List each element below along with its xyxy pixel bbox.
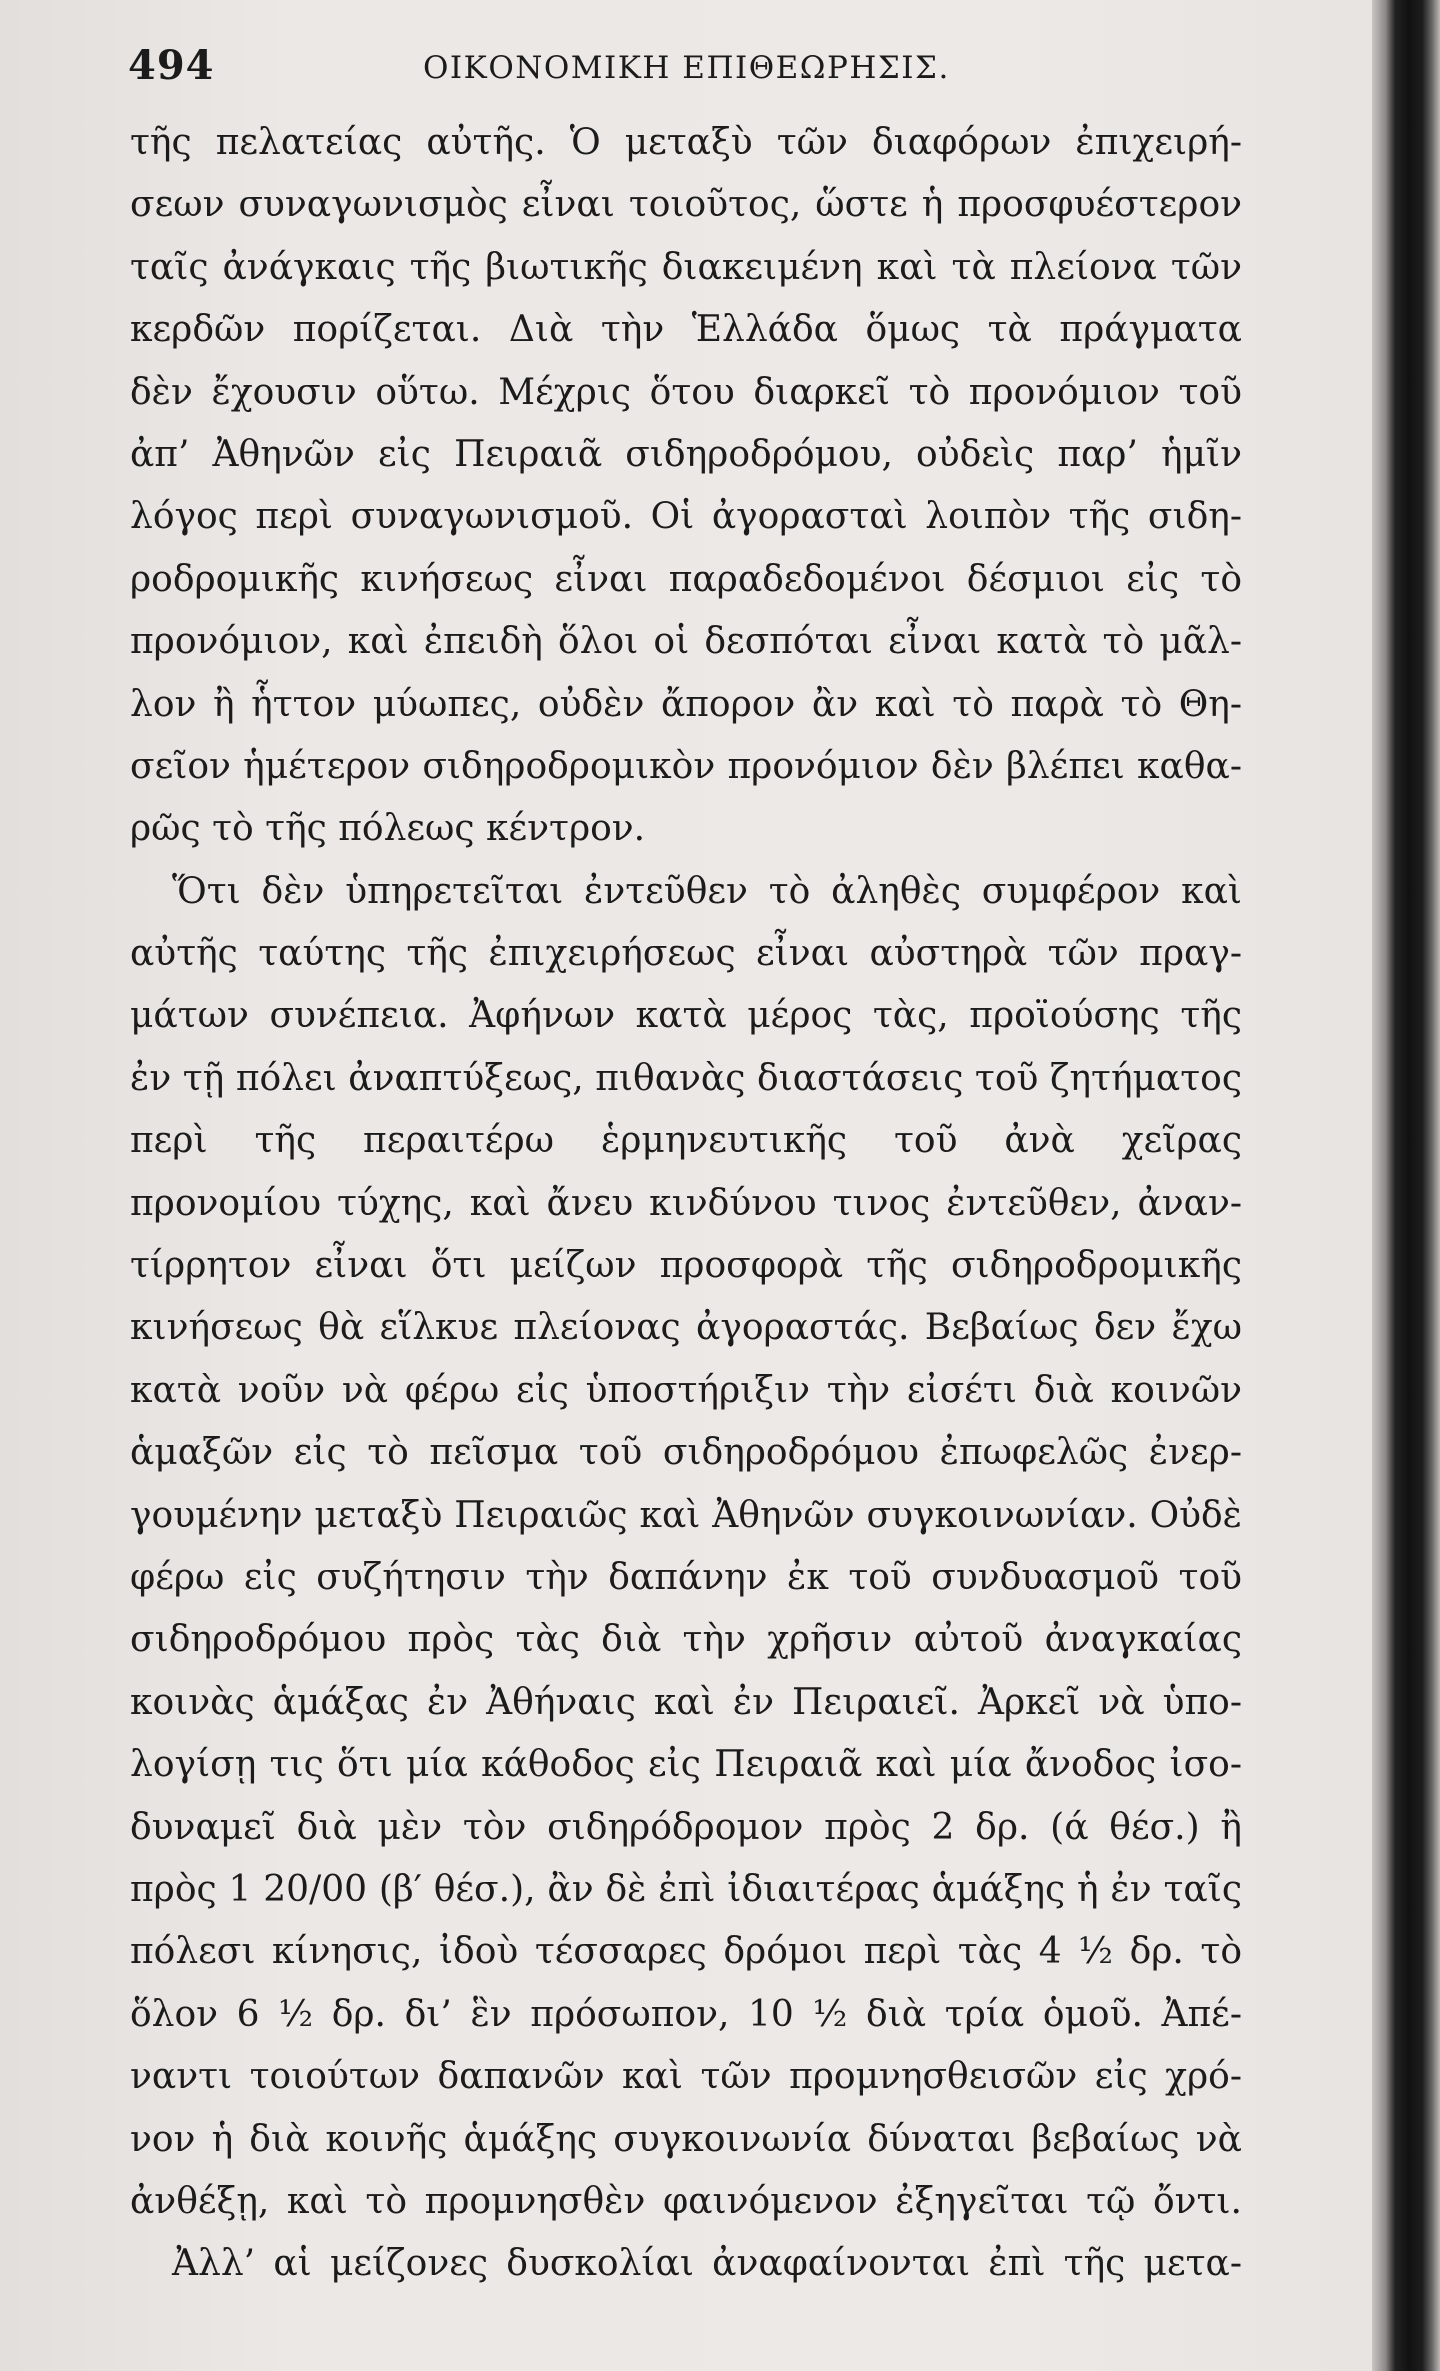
body-text — [130, 112, 1242, 2296]
text-line: σεων συναγωνισμὸς εἶναι τοιοῦτος, ὥστε ἡ προσφυέστερον — [130, 184, 1242, 226]
text-line: τῆς πελατείας αὐτῆς. Ὁ μεταξὺ τῶν διαφόρων ἐπιχειρή- — [130, 122, 1242, 163]
text-line: κερδῶν πορίζεται. Διὰ τὴν Ἑλλάδα ὅμως τὰ πράγματα — [130, 309, 1242, 351]
text-line: κοινὰς ἁμάξας ἐν Ἀθήναις καὶ ἐν Πειραιεῖ. Ἀρκεῖ νὰ ὑπο- — [130, 1681, 1242, 1723]
text-line: δὲν ἔχουσιν οὕτω. Μέχρις ὅτου διαρκεῖ τὸ προνόμιον τοῦ — [130, 371, 1242, 413]
text-line: τίρρητον εἶναι ὅτι μείζων προσφορὰ τῆς σιδηροδρομικῆς — [130, 1245, 1242, 1287]
text-line: φέρω εἰς συζήτησιν τὴν δαπάνην ἐκ τοῦ συνδυασμοῦ τοῦ — [130, 1556, 1242, 1598]
page-header — [128, 42, 1228, 94]
paragraph-start-line: Ὅτι δὲν ὑπηρετεῖται ἐντεῦθεν τὸ ἀληθὲς συμφέρον καὶ — [172, 870, 1242, 912]
paragraph-start-line: Ἀλλ’ αἱ μείζονες δυσκολίαι ἀναφαίνονται ἐπὶ τῆς μετα- — [172, 2243, 1242, 2285]
text-line: προνομίου τύχης, καὶ ἄνευ κινδύνου τινος ἐντεῦθεν, ἀναν- — [130, 1182, 1242, 1224]
text-line: κινήσεως θὰ εἵλκυε πλείονας ἀγοραστάς. Βεβαίως δεν ἔχω — [130, 1307, 1242, 1349]
text-line: ὅλον 6 ½ δρ. δι’ ἓν πρόσωπον, 10 ½ διὰ τρία ὁμοῦ. Ἀπέ- — [130, 1993, 1242, 2035]
text-line: λον ἢ ἧττον μύωπες, οὐδὲν ἄπορον ἂν καὶ τὸ παρὰ τὸ Θη- — [130, 683, 1242, 725]
text-line: σιδηροδρόμου πρὸς τὰς διὰ τὴν χρῆσιν αὐτοῦ ἀναγκαίας — [130, 1619, 1242, 1661]
text-line: γουμένην μεταξὺ Πειραιῶς καὶ Ἀθηνῶν συγκοινωνίαν. Οὐδὲ — [130, 1494, 1242, 1536]
text-line: λογίσῃ τις ὅτι μία κάθοδος εἰς Πειραιᾶ καὶ μία ἄνοδος ἰσο- — [130, 1744, 1242, 1786]
text-line: αὐτῆς ταύτης τῆς ἐπιχειρήσεως εἶναι αὐστηρὰ τῶν πραγ- — [130, 933, 1242, 975]
text-line: ναντι τοιούτων δαπανῶν καὶ τῶν προμνησθεισῶν εἰς χρό- — [130, 2056, 1242, 2098]
text-line: ἀπ’ Ἀθηνῶν εἰς Πειραιᾶ σιδηροδρόμου, οὐδεὶς παρ’ ἡμῖν — [130, 433, 1242, 475]
text-line: ἀνθέξῃ, καὶ τὸ προμνησθὲν φαινόμενον ἐξηγεῖται τῷ ὄντι. — [130, 2180, 1242, 2222]
text-line: κατὰ νοῦν νὰ φέρω εἰς ὑποστήριξιν τὴν εἰσέτι διὰ κοινῶν — [130, 1369, 1242, 1411]
text-line: ταῖς ἀνάγκαις τῆς βιωτικῆς διακειμένη καὶ τὰ πλείονα τῶν — [130, 246, 1242, 288]
text-line: δυναμεῖ διὰ μὲν τὸν σιδηρόδρομον πρὸς 2 δρ. (ά θέσ.) ἢ — [130, 1806, 1242, 1848]
text-line: πόλεσι κίνησις, ἰδοὺ τέσσαρες δρόμοι περὶ τὰς 4 ½ δρ. τὸ — [130, 1931, 1242, 1973]
text-line: ἁμαξῶν εἰς τὸ πεῖσμα τοῦ σιδηροδρόμου ἐπωφελῶς ἐνερ- — [130, 1432, 1242, 1474]
text-line: μάτων συνέπεια. Ἀφήνων κατὰ μέρος τὰς, προϊούσης τῆς — [130, 995, 1242, 1037]
text-line: ἐν τῇ πόλει ἀναπτύξεως, πιθανὰς διαστάσεις τοῦ ζητήματος — [130, 1057, 1242, 1099]
text-line: ροδρομικῆς κινήσεως εἶναι παραδεδομένοι δέσμιοι εἰς τὸ — [130, 558, 1242, 600]
text-line: προνόμιον, καὶ ἐπειδὴ ὅλοι οἱ δεσπόται εἶναι κατὰ τὸ μᾶλ- — [130, 621, 1242, 663]
book-spine-shadow — [1372, 0, 1440, 2371]
page-number: 494 — [128, 42, 215, 89]
paragraph-end-line: ρῶς τὸ τῆς πόλεως κέντρον. — [130, 808, 646, 850]
running-head: ΟΙΚΟΝΟΜΙΚΗ ΕΠΙΘΕΩΡΗΣΙΣ. — [423, 50, 950, 86]
text-line: λόγος περὶ συναγωνισμοῦ. Οἱ ἀγορασταὶ λοιπὸν τῆς σιδη- — [130, 496, 1242, 538]
text-line: περὶ τῆς περαιτέρω ἑρμηνευτικῆς τοῦ ἀνὰ χεῖρας — [130, 1120, 1242, 1162]
text-line: σεῖον ἡμέτερον σιδηροδρομικὸν προνόμιον δὲν βλέπει καθα- — [130, 745, 1242, 787]
text-line: πρὸς 1 20/00 (β′ θέσ.), ἂν δὲ ἐπὶ ἰδιαιτέρας ἁμάξης ἡ ἐν ταῖς — [130, 1868, 1242, 1910]
text-line: νον ἡ διὰ κοινῆς ἁμάξης συγκοινωνία δύναται βεβαίως νὰ — [130, 2118, 1242, 2160]
